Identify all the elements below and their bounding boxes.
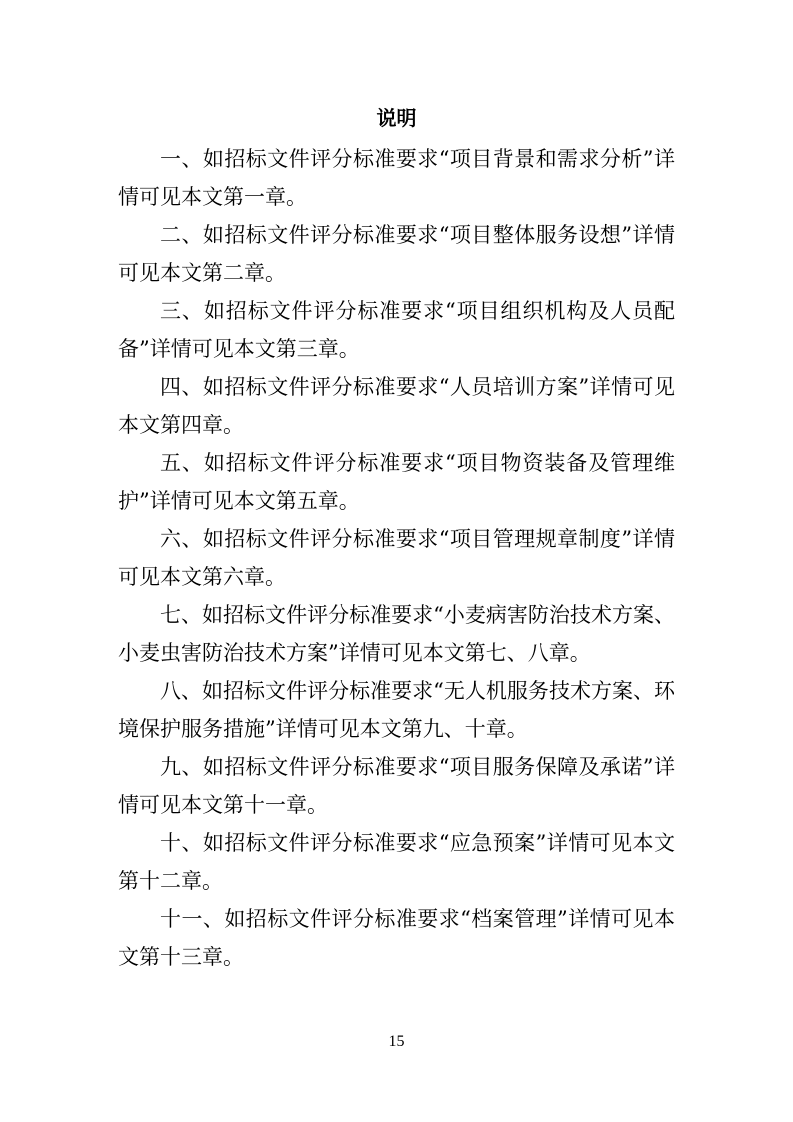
page-number: 15 bbox=[388, 1033, 405, 1050]
paragraph-9: 九、如招标文件评分标准要求“项目服务保障及承诺”详情可见本文第十一章。 bbox=[118, 755, 675, 817]
paragraph-4: 四、如招标文件评分标准要求“人员培训方案”详情可见本文第四章。 bbox=[118, 375, 675, 437]
paragraph-3: 三、如招标文件评分标准要求“项目组织机构及人员配备”详情可见本文第三章。 bbox=[118, 299, 675, 361]
paragraph-7: 七、如招标文件评分标准要求“小麦病害防治技术方案、小麦虫害防治技术方案”详情可见本文第七、八章。 bbox=[118, 603, 675, 665]
body-text bbox=[118, 140, 675, 976]
paragraph-6: 六、如招标文件评分标准要求“项目管理规章制度”详情可见本文第六章。 bbox=[118, 527, 675, 589]
paragraph-11: 十一、如招标文件评分标准要求“档案管理”详情可见本文第十三章。 bbox=[118, 907, 675, 969]
paragraph-8: 八、如招标文件评分标准要求“无人机服务技术方案、环境保护服务措施”详情可见本文第九、十章。 bbox=[118, 679, 675, 741]
paragraph-2: 二、如招标文件评分标准要求“项目整体服务设想”详情可见本文第二章。 bbox=[118, 223, 675, 285]
paragraph-5: 五、如招标文件评分标准要求“项目物资装备及管理维护”详情可见本文第五章。 bbox=[118, 451, 675, 513]
page-title: 说明 bbox=[376, 106, 417, 130]
paragraph-1: 一、如招标文件评分标准要求“项目背景和需求分析”详情可见本文第一章。 bbox=[118, 147, 675, 209]
paragraph-10: 十、如招标文件评分标准要求“应急预案”详情可见本文第十二章。 bbox=[118, 831, 675, 893]
